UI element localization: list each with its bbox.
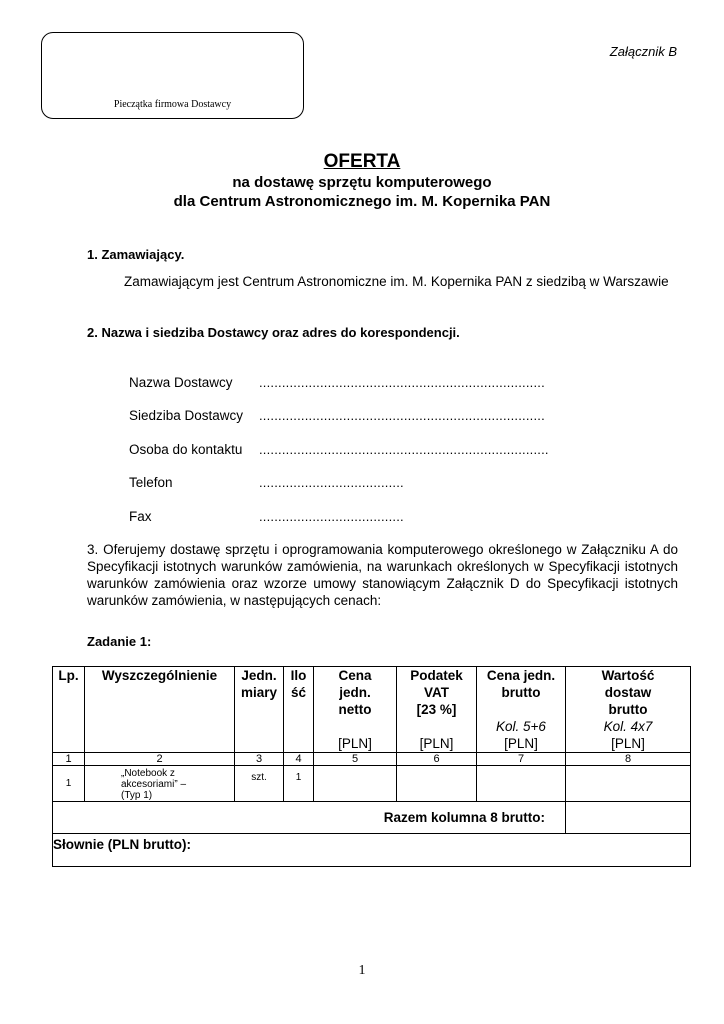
column-number: 3 <box>235 753 284 766</box>
field-label-name: Nazwa Dostawcy <box>129 375 233 390</box>
offer-title: OFERTA <box>323 151 401 172</box>
section-1-text: Zamawiającym jest Centrum Astronomiczne im. M. Kopernika PAN z siedzibą w Warszawie <box>124 274 669 289</box>
column-number: 1 <box>53 753 85 766</box>
column-number: 6 <box>397 753 477 766</box>
field-dots-name[interactable]: ........................................................................... <box>259 375 545 390</box>
column-numbers-row <box>53 753 691 766</box>
row-unit: szt. <box>235 766 284 802</box>
column-number: 2 <box>85 753 235 766</box>
column-number: 7 <box>477 753 566 766</box>
row-net-price[interactable] <box>314 766 397 802</box>
row-lp: 1 <box>53 766 85 802</box>
offer-subtitle-2: dla Centrum Astronomicznego im. M. Kopernika PAN <box>173 193 551 210</box>
header-qty: Ilo ść <box>284 667 314 753</box>
total-row <box>53 802 691 834</box>
header-gross-price: Cena jedn. brutto Kol. 5+6 [PLN] <box>477 667 566 753</box>
row-item: „Notebook z akcesoriami” – (Typ 1) <box>85 766 235 802</box>
row-value[interactable] <box>566 766 691 802</box>
words-row <box>53 834 691 867</box>
task-heading: Zadanie 1: <box>87 634 152 649</box>
field-dots-fax[interactable]: ...................................... <box>259 509 404 524</box>
field-dots-contact[interactable]: ............................................................................ <box>259 442 549 457</box>
offer-subtitle-1: na dostawę sprzętu komputerowego <box>232 174 492 191</box>
section-1-heading: 1. Zamawiający. <box>87 247 185 262</box>
header-lp: Lp. <box>53 667 85 753</box>
table-header-row <box>53 667 691 753</box>
column-number: 8 <box>566 753 691 766</box>
total-value[interactable] <box>566 802 691 834</box>
header-item: Wyszczególnienie <box>85 667 235 753</box>
row-qty: 1 <box>284 766 314 802</box>
table-row <box>53 766 691 802</box>
field-label-contact: Osoba do kontaktu <box>129 442 243 457</box>
field-label-phone: Telefon <box>129 475 173 490</box>
company-stamp-box <box>41 32 304 119</box>
annex-label: Załącznik B <box>609 44 677 59</box>
total-label: Razem kolumna 8 brutto: <box>53 802 566 834</box>
section-3-text: 3. Oferujemy dostawę sprzętu i oprogramowania komputerowego określonego w Załączniku A do Specyfikacji istotnych warunków zamówienia, na warunkach określonych w Specyfikacji istotnych warunków zamówienia oraz wzorze umowy stanowiącym Załącznik D do Specyfikacji istotnych warunków zamówienia, w następujących cenach: <box>87 542 678 608</box>
header-unit: Jedn. miary <box>235 667 284 753</box>
row-gross-price[interactable] <box>477 766 566 802</box>
field-dots-phone[interactable]: ...................................... <box>259 475 404 490</box>
header-vat: Podatek VAT [23 %] [PLN] <box>397 667 477 753</box>
section-2-heading: 2. Nazwa i siedziba Dostawcy oraz adres do korespondencji. <box>87 325 460 340</box>
words-label: Słownie (PLN brutto): <box>53 834 691 867</box>
row-vat[interactable] <box>397 766 477 802</box>
stamp-label: Pieczątka firmowa Dostawcy <box>113 99 232 110</box>
header-net-price: Cena jedn. netto [PLN] <box>314 667 397 753</box>
field-dots-address[interactable]: ........................................................................... <box>259 408 545 423</box>
page-number: 1 <box>358 963 366 978</box>
column-number: 5 <box>314 753 397 766</box>
offer-table <box>52 666 691 867</box>
header-value: Wartość dostaw brutto Kol. 4x7 [PLN] <box>566 667 691 753</box>
field-label-fax: Fax <box>129 509 152 524</box>
field-label-address: Siedziba Dostawcy <box>129 408 244 423</box>
column-number: 4 <box>284 753 314 766</box>
